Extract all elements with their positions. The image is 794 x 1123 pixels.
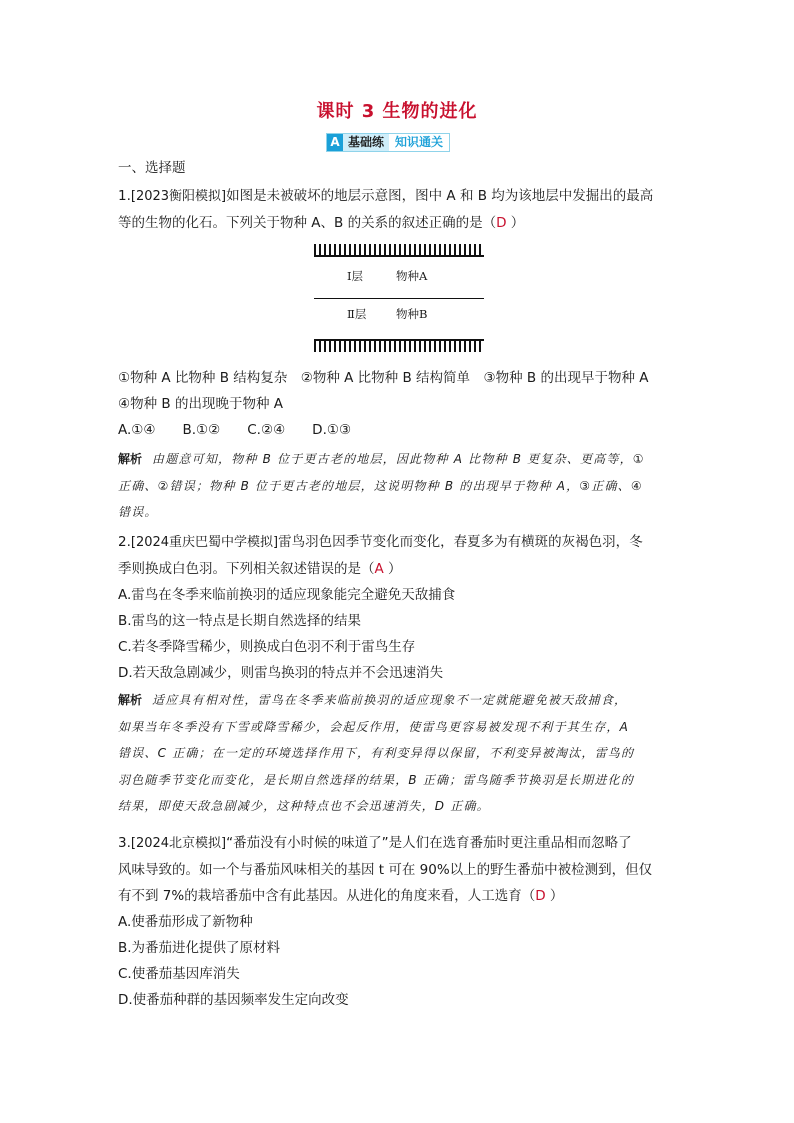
option-c: C.若冬季降雪稀少，则换成白色羽不利于雷鸟生存 bbox=[118, 639, 416, 655]
question-source: [2024北京模拟] bbox=[130, 836, 227, 851]
explanation-line: 由题意可知，物种 B 位于更古老的地层，因此物种 A 比物种 B 更复杂、更高等，① bbox=[152, 452, 645, 466]
lesson-title: 课时 3 生物的进化 bbox=[316, 101, 478, 122]
question-1-stem bbox=[118, 183, 678, 236]
explanation-line: 如果当年冬季没有下雪或降雪稀少，会起反作用，使雷鸟更容易被发现不利于其生存，A bbox=[118, 719, 630, 734]
strata-diagram bbox=[314, 244, 484, 354]
layer-1-label: Ⅰ层 bbox=[347, 269, 364, 283]
badge-level: 基础练 bbox=[343, 134, 389, 151]
option-b: B.为番茄进化提供了原材料 bbox=[118, 940, 281, 956]
layer-divider bbox=[314, 298, 484, 299]
badge-letter: A bbox=[327, 134, 343, 151]
stem-line: 雷鸟羽色因季节变化而变化，春夏多为有横斑的灰褐色羽，冬 bbox=[278, 534, 643, 550]
stem-close: ） bbox=[545, 888, 564, 904]
option-a: A.雷鸟在冬季来临前换羽的适应现象能完全避免天敌捕食 bbox=[118, 587, 456, 603]
stem-close: ） bbox=[506, 215, 525, 231]
top-hatched-boundary bbox=[314, 244, 484, 257]
question-3 bbox=[118, 830, 678, 1013]
explanation-label: 解析 bbox=[118, 693, 143, 707]
question-number: 2. bbox=[118, 534, 131, 550]
explanation-line: 正确、②错误；物种 B 位于更古老的地层，这说明物种 B 的出现早于物种 A，③正确、④ bbox=[118, 478, 643, 493]
badge-tag: 知识通关 bbox=[389, 134, 449, 151]
stem-close: ） bbox=[383, 561, 402, 577]
stem-line: 有不到 7%的栽培番茄中含有此基因。从进化的角度来看，人工选育（ bbox=[118, 888, 536, 904]
stem-line: “番茄没有小时候的味道了”是人们在选育番茄时更注重品相而忽略了 bbox=[226, 835, 632, 851]
answer-letter: D bbox=[496, 215, 507, 231]
species-b-label: 物种B bbox=[396, 307, 428, 321]
species-a-label: 物种A bbox=[396, 269, 428, 283]
statements-line: ①物种 A 比物种 B 结构复杂 ②物种 A 比物种 B 结构简单 ③物种 B 的出现早于物种 A bbox=[118, 370, 649, 386]
option-d: D.使番茄种群的基因频率发生定向改变 bbox=[118, 992, 349, 1008]
option-c: C.使番茄基因库消失 bbox=[118, 966, 240, 982]
question-source: [2024重庆巴蜀中学模拟] bbox=[130, 535, 279, 550]
question-1-explanation bbox=[118, 446, 678, 526]
statements-line: ④物种 B 的出现晚于物种 A bbox=[118, 396, 283, 412]
section-heading: 一、选择题 bbox=[118, 160, 186, 176]
explanation-label: 解析 bbox=[118, 452, 143, 466]
bottom-hatched-boundary bbox=[314, 339, 484, 352]
stem-line: 等的生物的化石。下列关于物种 A、B 的关系的叙述正确的是（ bbox=[118, 215, 497, 231]
stem-line: 季则换成白色羽。下列相关叙述错误的是（ bbox=[118, 561, 375, 577]
answer-letter: A bbox=[374, 561, 384, 577]
stem-line: 如图是未被破坏的地层示意图，图中 A 和 B 均为该地层中发掘出的最高 bbox=[226, 188, 654, 204]
answer-options: A.①④ B.①② C.②④ D.①③ bbox=[118, 422, 352, 438]
question-source: [2023衡阳模拟] bbox=[130, 189, 227, 204]
stem-line: 风味导致的。如一个与番茄风味相关的基因 t 可在 90%以上的野生番茄中被检测到，但仅 bbox=[118, 862, 653, 878]
option-b: B.雷鸟的这一特点是长期自然选择的结果 bbox=[118, 613, 362, 629]
explanation-line: 羽色随季节变化而变化，是长期自然选择的结果，B 正确；雷鸟随季节换羽是长期进化的 bbox=[118, 772, 635, 787]
explanation-line: 错误。 bbox=[118, 505, 158, 519]
option-a: A.使番茄形成了新物种 bbox=[118, 914, 253, 930]
layer-2-label: Ⅱ层 bbox=[347, 307, 367, 321]
answer-letter: D bbox=[535, 888, 546, 904]
option-d: D.若天敌急剧减少，则雷鸟换羽的特点并不会迅速消失 bbox=[118, 665, 444, 681]
question-2 bbox=[118, 529, 678, 686]
explanation-line: 错误、C 正确；在一定的环境选择作用下，有利变异得以保留，不利变异被淘汰，雷鸟的 bbox=[118, 746, 635, 760]
explanation-line: 结果，即使天敌急剧减少，这种特点也不会迅速消失，D 正确。 bbox=[118, 799, 490, 813]
explanation-line: 适应具有相对性，雷鸟在冬季来临前换羽的适应现象不一定就能避免被天敌捕食， bbox=[152, 693, 628, 707]
question-number: 3. bbox=[118, 835, 131, 851]
level-badge bbox=[326, 133, 450, 152]
question-1-statements bbox=[118, 365, 678, 443]
question-number: 1. bbox=[118, 188, 131, 204]
question-2-explanation bbox=[118, 687, 678, 820]
